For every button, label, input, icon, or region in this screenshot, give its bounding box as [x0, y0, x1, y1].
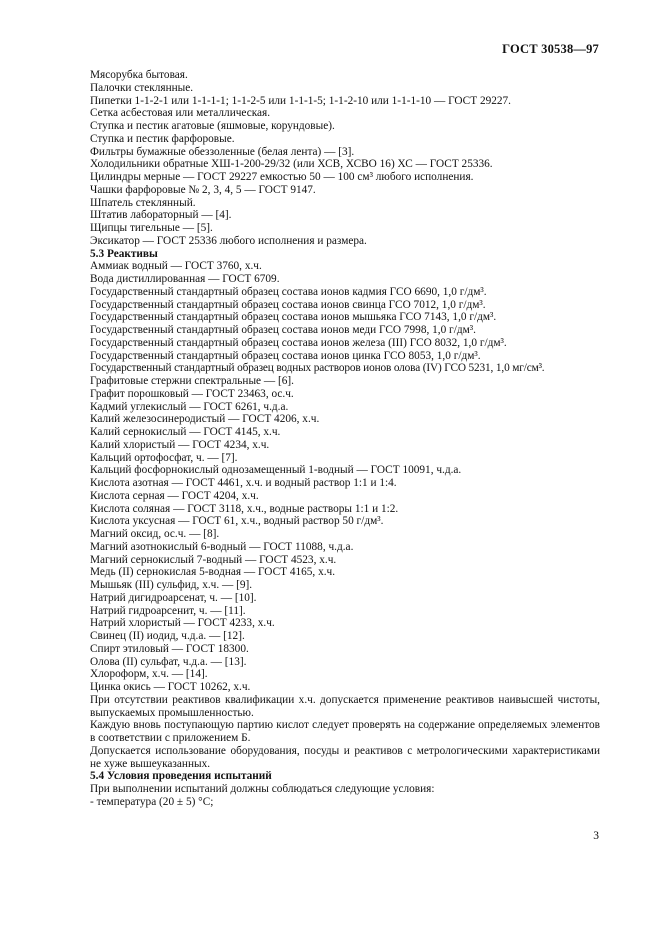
reagent-item: Натрий дигидроарсенат, ч. — [10].	[90, 591, 257, 604]
reagent-item: Государственный стандартный образец состава ионов мышьяка ГСО 7143, 1,0 г/дм³.	[90, 311, 497, 324]
page-number: 3	[593, 830, 599, 842]
reagent-item: Государственный стандартный образец водных растворов ионов олова (IV) ГСО 5231, 1,0 мг/см³.	[90, 362, 545, 375]
equipment-item: Щипцы тигельные — [5].	[90, 222, 213, 234]
reagent-item: Государственный стандартный образец состава ионов железа (III) ГСО 8032, 1,0 г/дм³.	[90, 336, 507, 349]
reagent-item: Кислота уксусная — ГОСТ 61, х.ч., водный раствор 50 г/дм³.	[90, 515, 384, 528]
paragraph-reagent-quality: При отсутствии реактивов квалификации х.ч. допускается применение реактивов наивысшей чистоты, выпускаемых промышленностью.	[90, 693, 600, 719]
equipment-item: Фильтры бумажные обеззоленные (белая лента) — [3].	[90, 145, 355, 158]
equipment-item: Чашки фарфоровые № 2, 3, 4, 5 — ГОСТ 9147.	[90, 183, 316, 196]
equipment-item: Эксикатор — ГОСТ 25336 любого исполнения и размера.	[90, 234, 367, 247]
reagent-item: Калий хлористый — ГОСТ 4234, х.ч.	[90, 438, 270, 451]
equipment-item: Мясорубка бытовая.	[90, 69, 188, 81]
reagent-item: Графитовые стержни спектральные — [6].	[90, 375, 295, 387]
reagent-item: Медь (II) сернокислая 5-водная — ГОСТ 4165, х.ч.	[90, 566, 336, 579]
reagent-item: Спирт этиловый — ГОСТ 18300.	[90, 642, 249, 655]
condition-temperature: - температура (20 ± 5) °С;	[90, 795, 214, 808]
equipment-item: Штатив лабораторный — [4].	[90, 209, 232, 222]
reagent-item: Кадмий углекислый — ГОСТ 6261, ч.д.а.	[90, 400, 289, 413]
equipment-item: Шпатель стеклянный.	[90, 196, 196, 209]
reagent-item: Мышьяк (III) сульфид, х.ч. — [9].	[90, 579, 253, 591]
reagent-item: Кислота соляная — ГОСТ 3118, х.ч., водные растворы 1:1 и 1:2.	[90, 502, 399, 515]
reagent-item: Государственный стандартный образец состава ионов кадмия ГСО 6690, 1,0 г/дм³.	[90, 285, 487, 298]
equipment-item: Ступка и пестик фарфоровые.	[90, 132, 235, 145]
reagent-item: Кислота серная — ГОСТ 4204, х.ч.	[90, 489, 259, 502]
section-heading-reagents: 5.3 Реактивы	[90, 247, 158, 260]
reagent-item: Государственный стандартный образец состава ионов меди ГСО 7998, 1,0 г/дм³.	[90, 324, 476, 336]
reagent-item: Калий сернокислый — ГОСТ 4145, х.ч.	[90, 426, 281, 438]
reagent-item: Хлороформ, х.ч. — [14].	[90, 668, 208, 681]
section-heading-test-conditions: 5.4 Условия проведения испытаний	[90, 770, 272, 783]
reagent-item: Аммиак водный — ГОСТ 3760, х.ч.	[90, 260, 262, 273]
reagent-item: Государственный стандартный образец состава ионов свинца ГСО 7012, 1,0 г/дм³.	[90, 298, 486, 311]
reagent-item: Магний оксид, ос.ч. — [8].	[90, 528, 220, 540]
paragraph-acid-check: Каждую вновь поступающую партию кислот следует проверять на содержание определяемых элементов в соответствии с приложением Б.	[90, 719, 600, 744]
paragraph-conditions-intro: При выполнении испытаний должны соблюдаться следующие условия:	[90, 783, 435, 795]
equipment-list	[90, 69, 600, 248]
reagents-list	[90, 260, 600, 694]
reagent-item: Кальций фосфорнокислый однозамещенный 1-водный — ГОСТ 10091, ч.д.а.	[90, 464, 462, 477]
reagent-item: Магний сернокислый 7-водный — ГОСТ 4523, х.ч.	[90, 553, 337, 566]
reagent-item: Магний азотнокислый 6-водный — ГОСТ 11088, ч.д.а.	[90, 540, 354, 553]
reagent-item: Натрий гидроарсенит, ч. — [11].	[90, 604, 246, 617]
reagent-item: Кальций ортофосфат, ч. — [7].	[90, 451, 238, 464]
equipment-item: Холодильники обратные ХШ-1-200-29/32 (или ХСВ, ХСВО 16) ХС — ГОСТ 25336.	[90, 158, 493, 171]
equipment-item: Цилиндры мерные — ГОСТ 29227 емкостью 50 — 100 см³ любого исполнения.	[90, 171, 474, 183]
paragraph-equipment-allowance: Допускается использование оборудования, посуды и реактивов с метрологическими характеристиками не хуже вышеуказанных.	[90, 744, 600, 770]
reagent-item: Государственный стандартный образец состава ионов цинка ГСО 8053, 1,0 г/дм³.	[90, 349, 481, 362]
equipment-item: Палочки стеклянные.	[90, 81, 194, 94]
equipment-item: Пипетки 1-1-2-1 или 1-1-1-1; 1-1-2-5 или 1-1-1-5; 1-1-2-10 или 1-1-1-10 — ГОСТ 29227.	[90, 94, 512, 107]
equipment-item: Ступка и пестик агатовые (яшмовые, корундовые).	[90, 120, 335, 132]
document-body	[90, 69, 600, 809]
equipment-item: Сетка асбестовая или металлическая.	[90, 107, 271, 120]
reagent-item: Олова (II) сульфат, ч.д.а. — [13].	[90, 655, 247, 668]
reagent-item: Графит порошковый — ГОСТ 23463, ос.ч.	[90, 387, 294, 400]
reagent-item: Вода дистиллированная — ГОСТ 6709.	[90, 273, 280, 285]
reagent-item: Свинец (II) иодид, ч.д.а. — [12].	[90, 630, 245, 642]
reagent-item: Кислота азотная — ГОСТ 4461, х.ч. и водный раствор 1:1 и 1:4.	[90, 477, 397, 489]
document-header: ГОСТ 30538—97	[502, 42, 599, 56]
reagent-item: Калий железосинеродистый — ГОСТ 4206, х.ч.	[90, 413, 320, 426]
reagent-item: Натрий хлористый — ГОСТ 4233, х.ч.	[90, 617, 275, 630]
reagent-item: Цинка окись — ГОСТ 10262, х.ч.	[90, 681, 251, 693]
